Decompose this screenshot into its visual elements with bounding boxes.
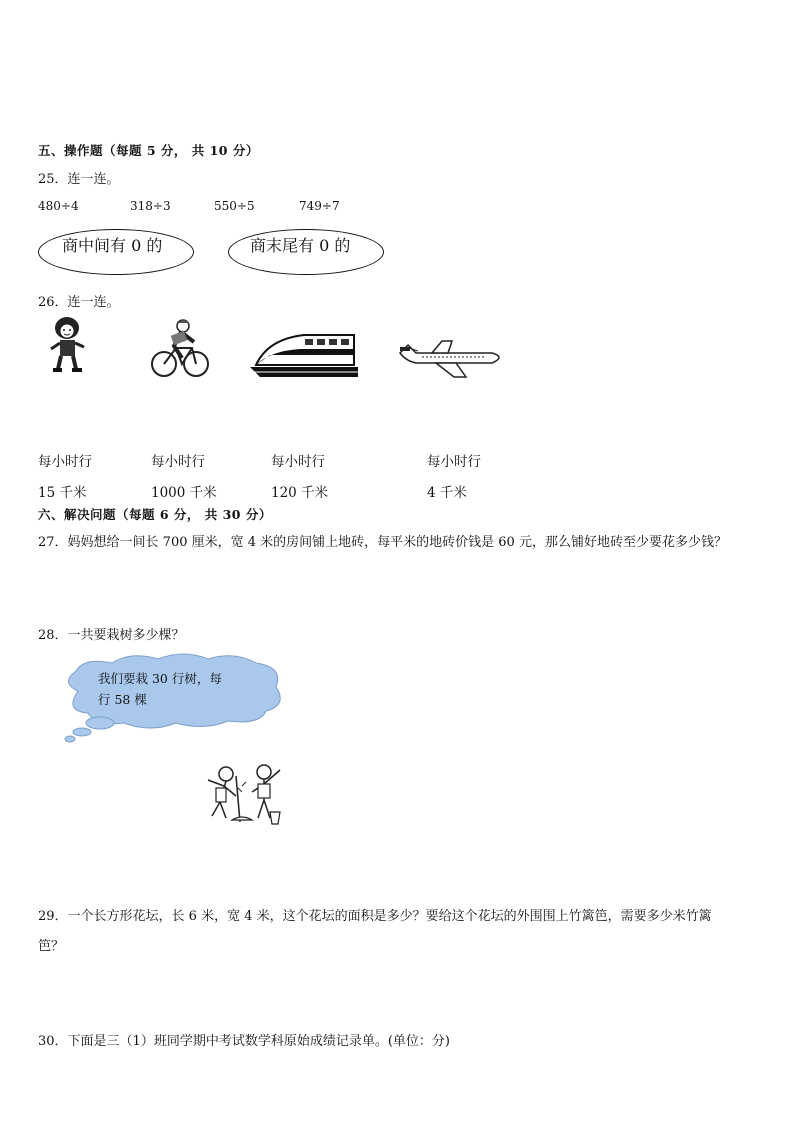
cloud-text-line-1: 我们要栽 30 行树，每 [98, 671, 222, 686]
question-26-prompt: 26．连一连。 [38, 295, 120, 310]
cyclist-icon [150, 318, 212, 380]
airplane-icon [396, 339, 508, 379]
children-planting-icon [196, 762, 286, 830]
speed-value-4: 4 千米 [427, 485, 467, 501]
speed-value-1: 15 千米 [38, 485, 87, 501]
question-30: 30．下面是三（1）班同学期中考试数学科原始成绩记录单。(单位：分) [38, 1034, 450, 1049]
speed-label-3: 每小时行 [271, 454, 325, 470]
section-6-heading: 六、解决问题（每题 6 分， 共 30 分） [38, 507, 272, 522]
question-25-prompt: 25．连一连。 [38, 172, 120, 187]
speed-value-3: 120 千米 [271, 485, 329, 501]
bullet-train-icon [250, 331, 360, 379]
expression-2: 318÷3 [130, 199, 171, 213]
speed-label-1: 每小时行 [38, 454, 92, 470]
speed-label-2: 每小时行 [151, 454, 205, 470]
oval-zero-middle [38, 229, 194, 275]
cloud-text-line-2: 行 58 棵 [98, 692, 147, 707]
question-28-prompt: 28．一共要栽树多少棵？ [38, 628, 185, 643]
expression-4: 749÷7 [299, 199, 340, 213]
walking-child-icon [46, 316, 90, 376]
section-5-heading: 五、操作题（每题 5 分， 共 10 分） [38, 143, 259, 158]
speed-label-4: 每小时行 [427, 454, 481, 470]
question-27: 27．妈妈想给一间长 700 厘米，宽 4 米的房间铺上地砖，每平米的地砖价钱是 60 元，那么铺好地砖至少要花多少钱？ [38, 535, 727, 550]
oval-zero-middle-label: 商中间有 0 的 [62, 236, 163, 255]
speed-value-2: 1000 千米 [151, 485, 217, 501]
oval-zero-end [228, 229, 384, 275]
oval-zero-end-label: 商末尾有 0 的 [250, 236, 351, 255]
question-29-line-1: 29．一个长方形花坛，长 6 米，宽 4 米，这个花坛的面积是多少？要给这个花坛的外围围上竹篱笆，需要多少米竹篱 [38, 909, 712, 924]
expression-1: 480÷4 [38, 199, 79, 213]
expression-3: 550÷5 [214, 199, 255, 213]
question-29-line-2: 笆？ [38, 939, 65, 954]
